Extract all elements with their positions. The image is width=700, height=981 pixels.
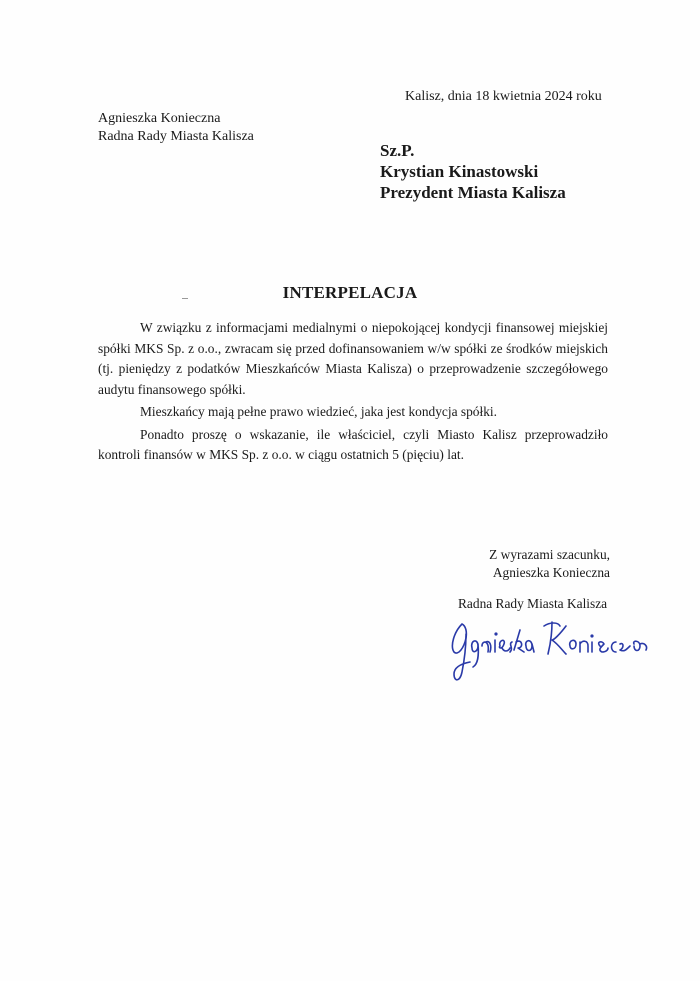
sender-name: Agnieszka Konieczna (98, 111, 221, 126)
closing-name: Agnieszka Konieczna (492, 565, 610, 580)
closing-role: Radna Rady Miasta Kalisza (458, 596, 608, 611)
signature-drawing (440, 612, 670, 692)
closing-regards: Z wyrazami szacunku, (489, 547, 610, 562)
sender-role: Radna Rady Miasta Kalisza (98, 129, 254, 144)
addressee-name: Krystian Kinastowski (380, 162, 539, 181)
place-date: Kalisz, dnia 18 kwietnia 2024 roku (405, 89, 602, 104)
document-title: INTERPELACJA (282, 283, 418, 302)
sender-block (98, 110, 254, 146)
body-paragraph: W związku z informacjami medialnymi o niepokojącej kondycji finansowej miejskiej spółki MKS Sp. z o.o., zwracam się przed dofinansowaniem w/w spółki ze środków miejskich (tj. pieniędzy z podatków Mieszkańców Miasta Kalisza) o przeprowadzenie szczegółowego audytu finansowego spółki. (98, 320, 608, 397)
addressee-title: Prezydent Miasta Kalisza (380, 183, 566, 202)
body-paragraph: Ponadto proszę o wskazanie, ile właściciel, czyli Miasto Kalisz przeprowadziło kontroli finansów w MKS Sp. z o.o. w ciągu ostatnich 5 (pięciu) lat. (98, 426, 608, 462)
closing-block (470, 546, 610, 582)
body-paragraph: Mieszkańcy mają pełne prawo wiedzieć, jaka jest kondycja spółki. (140, 404, 497, 419)
addressee-salutation: Sz.P. (380, 141, 415, 160)
addressee-block (380, 140, 566, 203)
document-body (98, 318, 608, 466)
handwritten-signature (440, 612, 670, 692)
